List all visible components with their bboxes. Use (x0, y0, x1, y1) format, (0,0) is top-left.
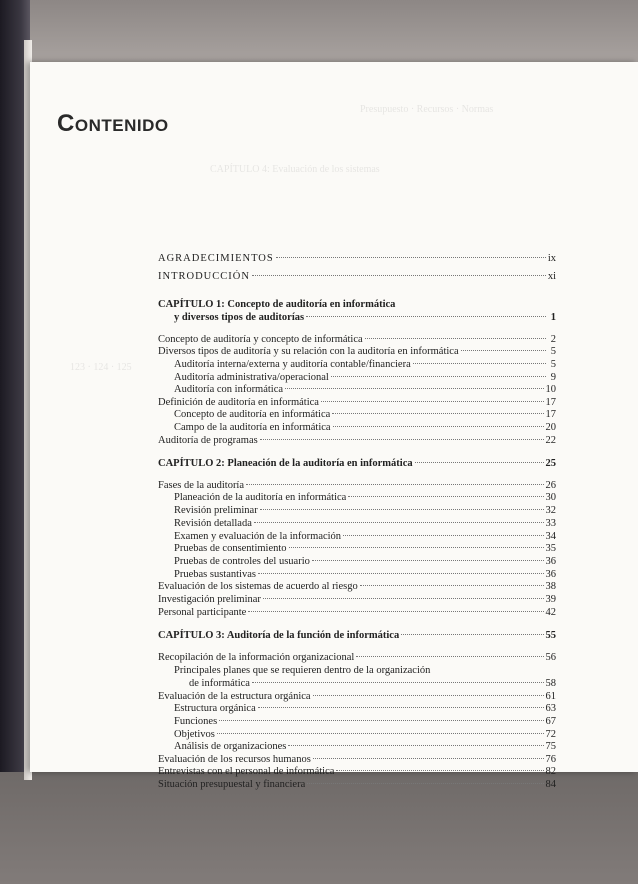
title-rest: ONTENIDO (74, 116, 169, 135)
toc-entry-revision-detallada (174, 517, 556, 530)
toc-dot-leader (254, 522, 544, 523)
toc-dot-leader (321, 401, 544, 402)
toc-entry-capitulo-3 (158, 629, 556, 642)
toc-entry-title: Auditoría con informática (174, 384, 284, 395)
toc-dot-leader (356, 656, 543, 657)
toc-entry-title: Diversos tipos de auditoría y su relación con la auditoría en informática (158, 346, 459, 357)
toc-entry-revision-preliminar (174, 504, 556, 517)
page-title (57, 110, 169, 137)
toc-dot-leader (312, 560, 544, 561)
toc-page-number: 63 (545, 703, 556, 714)
toc-entry-principales-planes-a: Principales planes que se requieren dentro de la organización (174, 665, 431, 676)
title-initial: C (57, 110, 75, 137)
toc-dot-leader (307, 783, 543, 784)
toc-page-number: 61 (545, 691, 556, 702)
toc-dot-leader (258, 573, 544, 574)
toc-entry-title: Personal participante (158, 607, 247, 618)
toc-page-number: 2 (550, 334, 556, 345)
toc-entry-auditoria-interna (174, 358, 556, 371)
toc-entry-concepto-auditoria-info (174, 408, 556, 421)
toc-entry-title: Evaluación de los sistemas de acuerdo al riesgo (158, 581, 358, 592)
toc-entry-title: Objetivos (174, 729, 215, 740)
show-through-text: 123 · 124 · 125 (70, 362, 132, 373)
toc-entry-capitulo-1-a: CAPÍTULO 1: Concepto de auditoría en informática (158, 299, 396, 310)
toc-page-number: 38 (545, 581, 556, 592)
toc-entry-capitulo-1-b (174, 311, 556, 324)
toc-dot-leader (248, 611, 543, 612)
toc-page-number: 30 (545, 492, 556, 503)
book-page (30, 62, 638, 790)
toc-page-number: 25 (545, 458, 556, 469)
toc-entry-title: Pruebas de consentimiento (174, 543, 287, 554)
toc-entry-title: Revisión preliminar (174, 505, 258, 516)
toc-page-number: 67 (545, 716, 556, 727)
toc-entry-title: Recopilación de la información organizacional (158, 652, 355, 663)
toc-entry-title: Planeación de la auditoría en informática (174, 492, 347, 503)
toc-page-number: 82 (545, 766, 556, 777)
toc-entry-title: Examen y evaluación de la información (174, 531, 342, 542)
toc-entry-title: Revisión detallada (174, 518, 252, 529)
toc-entry-title: Campo de la auditoría en informática (174, 422, 331, 433)
toc-page-number: xi (547, 271, 556, 282)
toc-page-number: 36 (545, 556, 556, 567)
toc-page-number: 5 (550, 346, 556, 357)
toc-entry-title: Fases de la auditoría (158, 480, 245, 491)
toc-entry-title: INTRODUCCIÓN (158, 271, 250, 282)
toc-dot-leader (461, 350, 546, 351)
toc-dot-leader (401, 634, 543, 635)
toc-entry-title: Análisis de organizaciones (174, 741, 287, 752)
toc-entry-analisis-organizaciones (174, 740, 556, 753)
toc-entry-title: AGRADECIMIENTOS (158, 253, 274, 264)
toc-entry-title: Auditoría de programas (158, 435, 258, 446)
toc-dot-leader (413, 363, 546, 364)
toc-entry-campo-auditoria (174, 421, 556, 434)
toc-dot-leader (288, 745, 543, 746)
toc-dot-leader (260, 509, 544, 510)
toc-entry-investigacion-preliminar (158, 593, 556, 606)
toc-entry-diversos-tipos (158, 345, 556, 358)
toc-entry-agradecimientos (158, 252, 556, 265)
toc-dot-leader (332, 413, 543, 414)
toc-entry-title: Funciones (174, 716, 218, 727)
toc-dot-leader (415, 462, 544, 463)
toc-entry-title: Investigación preliminar (158, 594, 261, 605)
toc-entry-title: Concepto de auditoría en informática (174, 409, 331, 420)
toc-dot-leader (219, 720, 543, 721)
toc-dot-leader (252, 682, 544, 683)
toc-entry-recopilacion (158, 651, 556, 664)
toc-dot-leader (289, 547, 544, 548)
toc-entry-evaluacion-sistemas (158, 580, 556, 593)
toc-dot-leader (336, 770, 543, 771)
toc-page-number: 84 (545, 779, 556, 790)
toc-entry-auditoria-programas (158, 434, 556, 447)
toc-dot-leader (276, 257, 546, 258)
show-through-text: CAPÍTULO 4: Evaluación de los sistemas (210, 164, 380, 175)
toc-page-number: 58 (545, 678, 556, 689)
toc-page-number: 76 (545, 754, 556, 765)
toc-entry-introduccion (158, 270, 556, 283)
toc-entry-situacion-presupuestal (158, 778, 556, 791)
toc-page-number: 39 (545, 594, 556, 605)
toc-entry-pruebas-controles (174, 555, 556, 568)
toc-dot-leader (260, 439, 544, 440)
toc-entry-title: Entrevistas con el personal de informática (158, 766, 335, 777)
toc-dot-leader (252, 275, 546, 276)
toc-dot-leader (333, 426, 544, 427)
toc-page-number: 17 (545, 409, 556, 420)
toc-entry-title: Evaluación de los recursos humanos (158, 754, 311, 765)
toc-dot-leader (285, 388, 543, 389)
toc-entry-capitulo-2 (158, 457, 556, 470)
toc-page-number: 22 (545, 435, 556, 446)
toc-entry-estructura-organica (174, 702, 556, 715)
toc-dot-leader (360, 585, 544, 586)
toc-entry-title: Situación presupuestal y financiera (158, 779, 306, 790)
toc-entry-funciones (174, 715, 556, 728)
toc-page-number: 20 (545, 422, 556, 433)
toc-entry-title: CAPÍTULO 2: Planeación de la auditoría en informática (158, 458, 413, 469)
toc-entry-title: Pruebas sustantivas (174, 569, 256, 580)
toc-entry-title: Definición de auditoría en informática (158, 397, 319, 408)
toc-dot-leader (343, 535, 543, 536)
toc-dot-leader (306, 316, 546, 317)
toc-page-number: 55 (545, 630, 556, 641)
toc-dot-leader (313, 695, 544, 696)
toc-entry-title: Auditoría interna/externa y auditoría contable/financiera (174, 359, 411, 370)
toc-page-number: 75 (545, 741, 556, 752)
scan-background-top (0, 0, 638, 64)
toc-page-number: 33 (545, 518, 556, 529)
toc-page-number: 35 (545, 543, 556, 554)
toc-page-number: 1 (550, 312, 556, 323)
toc-page-number: ix (547, 253, 556, 264)
toc-dot-leader (263, 598, 544, 599)
toc-dot-leader (348, 496, 543, 497)
show-through-text: Presupuesto · Recursos · Normas (360, 104, 494, 115)
toc-page-number: 36 (545, 569, 556, 580)
toc-dot-leader (258, 707, 544, 708)
toc-entry-title: Concepto de auditoría y concepto de informática (158, 334, 363, 345)
toc-page-number: 34 (545, 531, 556, 542)
toc-page-number: 32 (545, 505, 556, 516)
toc-entry-planeacion-auditoria (174, 491, 556, 504)
toc-entry-auditoria-con-informatica (174, 383, 556, 396)
toc-page-number: 42 (545, 607, 556, 618)
toc-entry-title: CAPÍTULO 3: Auditoría de la función de informática (158, 630, 400, 641)
toc-page-number: 9 (550, 372, 556, 383)
toc-dot-leader (246, 484, 543, 485)
toc-entry-personal-participante (158, 606, 556, 619)
toc-dot-leader (217, 733, 544, 734)
toc-entry-title: Evaluación de la estructura orgánica (158, 691, 311, 702)
toc-dot-leader (313, 758, 544, 759)
toc-dot-leader (331, 376, 546, 377)
toc-page-number: 56 (545, 652, 556, 663)
toc-page-number: 72 (545, 729, 556, 740)
toc-page-number: 17 (545, 397, 556, 408)
toc-page-number: 26 (545, 480, 556, 491)
toc-page-number: 5 (550, 359, 556, 370)
toc-entry-title: Pruebas de controles del usuario (174, 556, 310, 567)
toc-page-number: 10 (545, 384, 556, 395)
toc-entry-entrevistas-personal (158, 765, 556, 778)
toc-entry-title: Estructura orgánica (174, 703, 256, 714)
toc-entry-title: de informática (189, 678, 250, 689)
toc-entry-title: y diversos tipos de auditorías (174, 312, 305, 323)
toc-entry-pruebas-consentimiento (174, 542, 556, 555)
toc-entry-title: Auditoría administrativa/operacional (174, 372, 329, 383)
toc-dot-leader (365, 338, 546, 339)
toc-entry-principales-planes-b (189, 677, 556, 690)
